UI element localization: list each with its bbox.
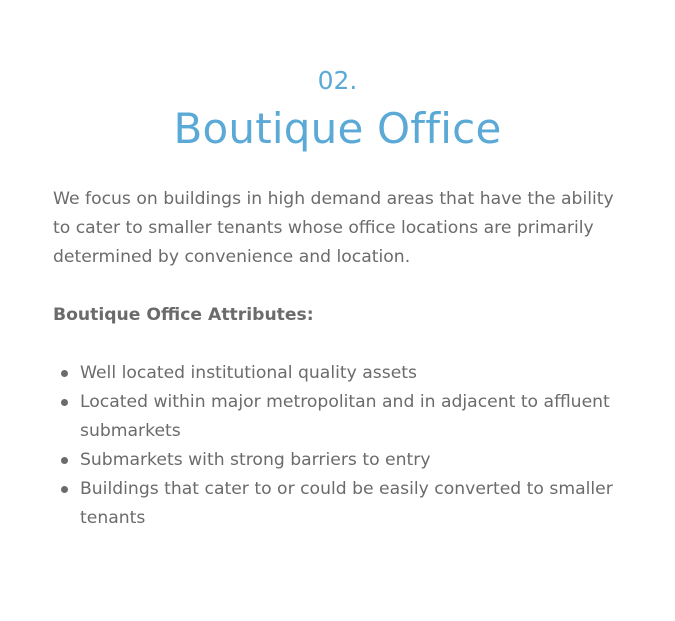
list-item bbox=[53, 446, 613, 475]
attributes-list bbox=[53, 359, 613, 533]
bullet-icon bbox=[61, 399, 68, 406]
section-title: Boutique Office bbox=[173, 104, 502, 153]
bullet-icon bbox=[61, 370, 68, 377]
list-item-text: Well located institutional quality assets bbox=[80, 363, 417, 383]
list-item-text: Located within major metropolitan and in adjacent to affluent submarkets bbox=[80, 392, 610, 441]
list-item bbox=[53, 475, 613, 533]
list-item bbox=[53, 359, 613, 388]
list-item-text: Submarkets with strong barriers to entry bbox=[80, 450, 431, 470]
attributes-heading: Boutique Office Attributes: bbox=[53, 305, 314, 325]
list-item bbox=[53, 388, 613, 446]
intro-paragraph: We focus on buildings in high demand areas that have the ability to cater to smaller tenants whose office locations are primarily determined by convenience and location. bbox=[53, 189, 614, 267]
bullet-icon bbox=[61, 457, 68, 464]
bullet-icon bbox=[61, 486, 68, 493]
section-number: 02. bbox=[317, 66, 358, 95]
list-item-text: Buildings that cater to or could be easily converted to smaller tenants bbox=[80, 479, 613, 528]
